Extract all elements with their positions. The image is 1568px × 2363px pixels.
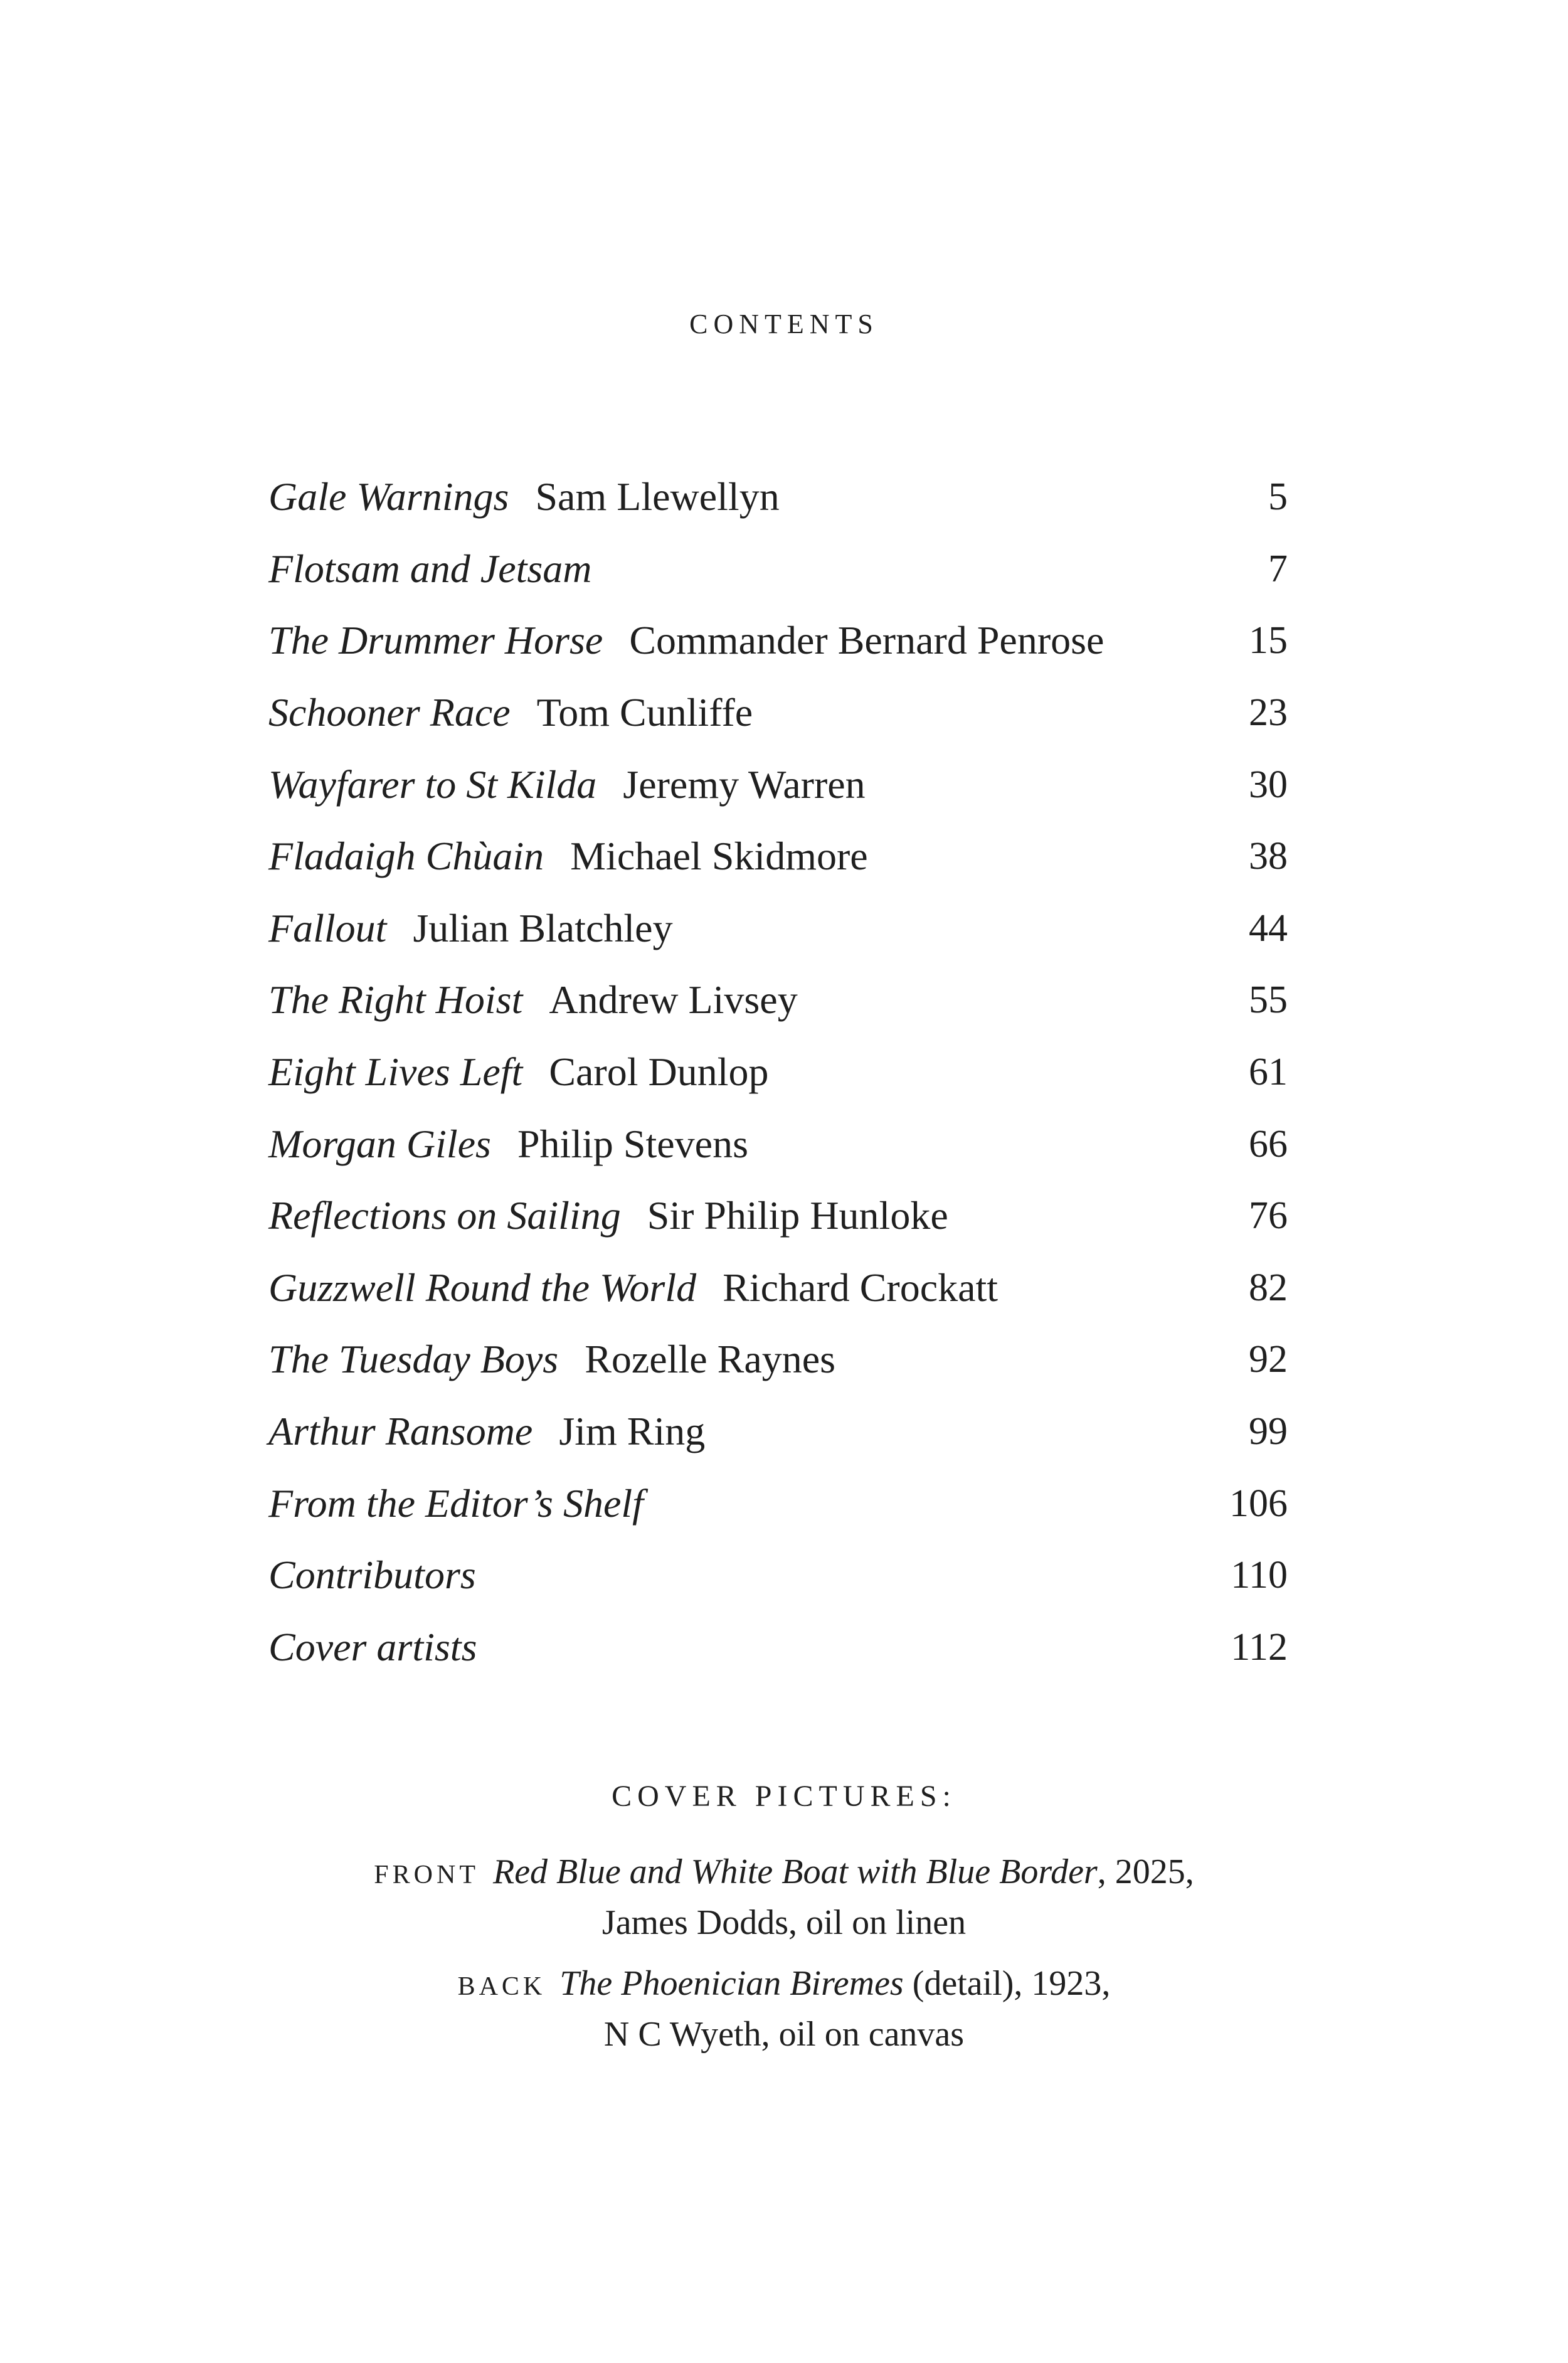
toc-title: Cover artists — [268, 1624, 477, 1669]
toc-title: Gale Warnings — [268, 474, 509, 519]
contents-heading — [0, 306, 1568, 341]
toc-author: Michael Skidmore — [570, 834, 868, 879]
toc-page-number: 99 — [1249, 1410, 1288, 1453]
cover-back-credit — [0, 1960, 1568, 2058]
cover-front-year: , 2025, — [1097, 1852, 1194, 1891]
toc-row — [268, 893, 1288, 965]
toc-page-number: 38 — [1249, 835, 1288, 878]
toc-page-number: 55 — [1249, 979, 1288, 1022]
toc-row — [268, 820, 1288, 893]
toc-page-number: 5 — [1268, 475, 1288, 519]
toc-author: Sir Philip Hunloke — [647, 1193, 948, 1238]
toc-author: Tom Cunliffe — [536, 690, 753, 735]
toc-author: Sam Llewellyn — [535, 474, 780, 519]
toc-row — [268, 1180, 1288, 1252]
toc-page-number: 30 — [1249, 763, 1288, 806]
cover-front-artist: James Dodds, oil on linen — [601, 1903, 967, 1942]
toc-author: Philip Stevens — [517, 1121, 748, 1166]
toc-page-number: 66 — [1249, 1122, 1288, 1166]
contents-heading-text: CONTENTS — [689, 309, 879, 339]
toc-page-number: 23 — [1249, 691, 1288, 735]
toc-row — [268, 748, 1288, 820]
toc-page-number: 112 — [1231, 1625, 1288, 1669]
toc-page-number: 15 — [1249, 619, 1288, 662]
cover-back-work-title: The Phoenician Biremes — [559, 1964, 904, 2003]
toc-title: Eight Lives Left — [268, 1049, 523, 1095]
toc-row — [268, 1396, 1288, 1468]
toc-title: Reflections on Sailing — [268, 1193, 621, 1238]
toc-author: Richard Crockatt — [723, 1265, 999, 1310]
table-of-contents — [268, 461, 1288, 1683]
toc-row — [268, 605, 1288, 677]
toc-page-number: 92 — [1249, 1338, 1288, 1381]
toc-row — [268, 964, 1288, 1036]
toc-author: Commander Bernard Penrose — [629, 618, 1104, 663]
toc-page-number: 76 — [1249, 1194, 1288, 1238]
toc-title: Morgan Giles — [268, 1121, 491, 1166]
toc-page-number: 44 — [1249, 906, 1288, 950]
toc-title: The Tuesday Boys — [268, 1337, 559, 1382]
toc-title: Contributors — [268, 1553, 476, 1598]
toc-row — [268, 1539, 1288, 1612]
toc-title: The Right Hoist — [268, 977, 523, 1022]
toc-title: Fallout — [268, 905, 387, 950]
cover-back-label: BACK — [457, 1972, 546, 2001]
toc-title: From the Editor’s Shelf — [268, 1480, 644, 1526]
toc-row — [268, 1108, 1288, 1180]
toc-row — [268, 1036, 1288, 1108]
toc-title: Fladaigh Chùain — [268, 834, 544, 879]
cover-pictures-heading: COVER PICTURES: — [612, 1780, 956, 1813]
cover-front-label: FRONT — [374, 1861, 479, 1889]
cover-front-work-title: Red Blue and White Boat with Blue Border — [492, 1852, 1098, 1891]
toc-row — [268, 533, 1288, 605]
toc-page-number: 110 — [1231, 1554, 1288, 1597]
cover-front-credit — [0, 1848, 1568, 1946]
toc-author: Jeremy Warren — [623, 762, 866, 807]
toc-author: Julian Blatchley — [413, 905, 673, 950]
toc-author: Jim Ring — [559, 1409, 706, 1454]
toc-title: The Drummer Horse — [268, 618, 603, 663]
toc-title: Wayfarer to St Kilda — [268, 762, 597, 807]
toc-title: Schooner Race — [268, 690, 511, 735]
toc-title: Arthur Ransome — [268, 1409, 533, 1454]
toc-page-number: 61 — [1249, 1051, 1288, 1094]
cover-back-artist: N C Wyeth, oil on canvas — [603, 2015, 965, 2054]
toc-author: Rozelle Raynes — [585, 1337, 836, 1382]
toc-row — [268, 677, 1288, 749]
toc-page-number: 106 — [1229, 1482, 1288, 1525]
toc-row — [268, 461, 1288, 533]
toc-author: Andrew Livsey — [549, 977, 798, 1022]
toc-title: Flotsam and Jetsam — [268, 546, 592, 591]
toc-row — [268, 1612, 1288, 1684]
toc-row — [268, 1467, 1288, 1539]
toc-page-number: 82 — [1249, 1266, 1288, 1309]
toc-title: Guzzwell Round the World — [268, 1265, 697, 1310]
toc-row — [268, 1324, 1288, 1396]
toc-page-number: 7 — [1268, 547, 1288, 590]
cover-back-year: (detail), 1923, — [903, 1964, 1111, 2003]
toc-row — [268, 1252, 1288, 1324]
toc-author: Carol Dunlop — [549, 1049, 769, 1095]
